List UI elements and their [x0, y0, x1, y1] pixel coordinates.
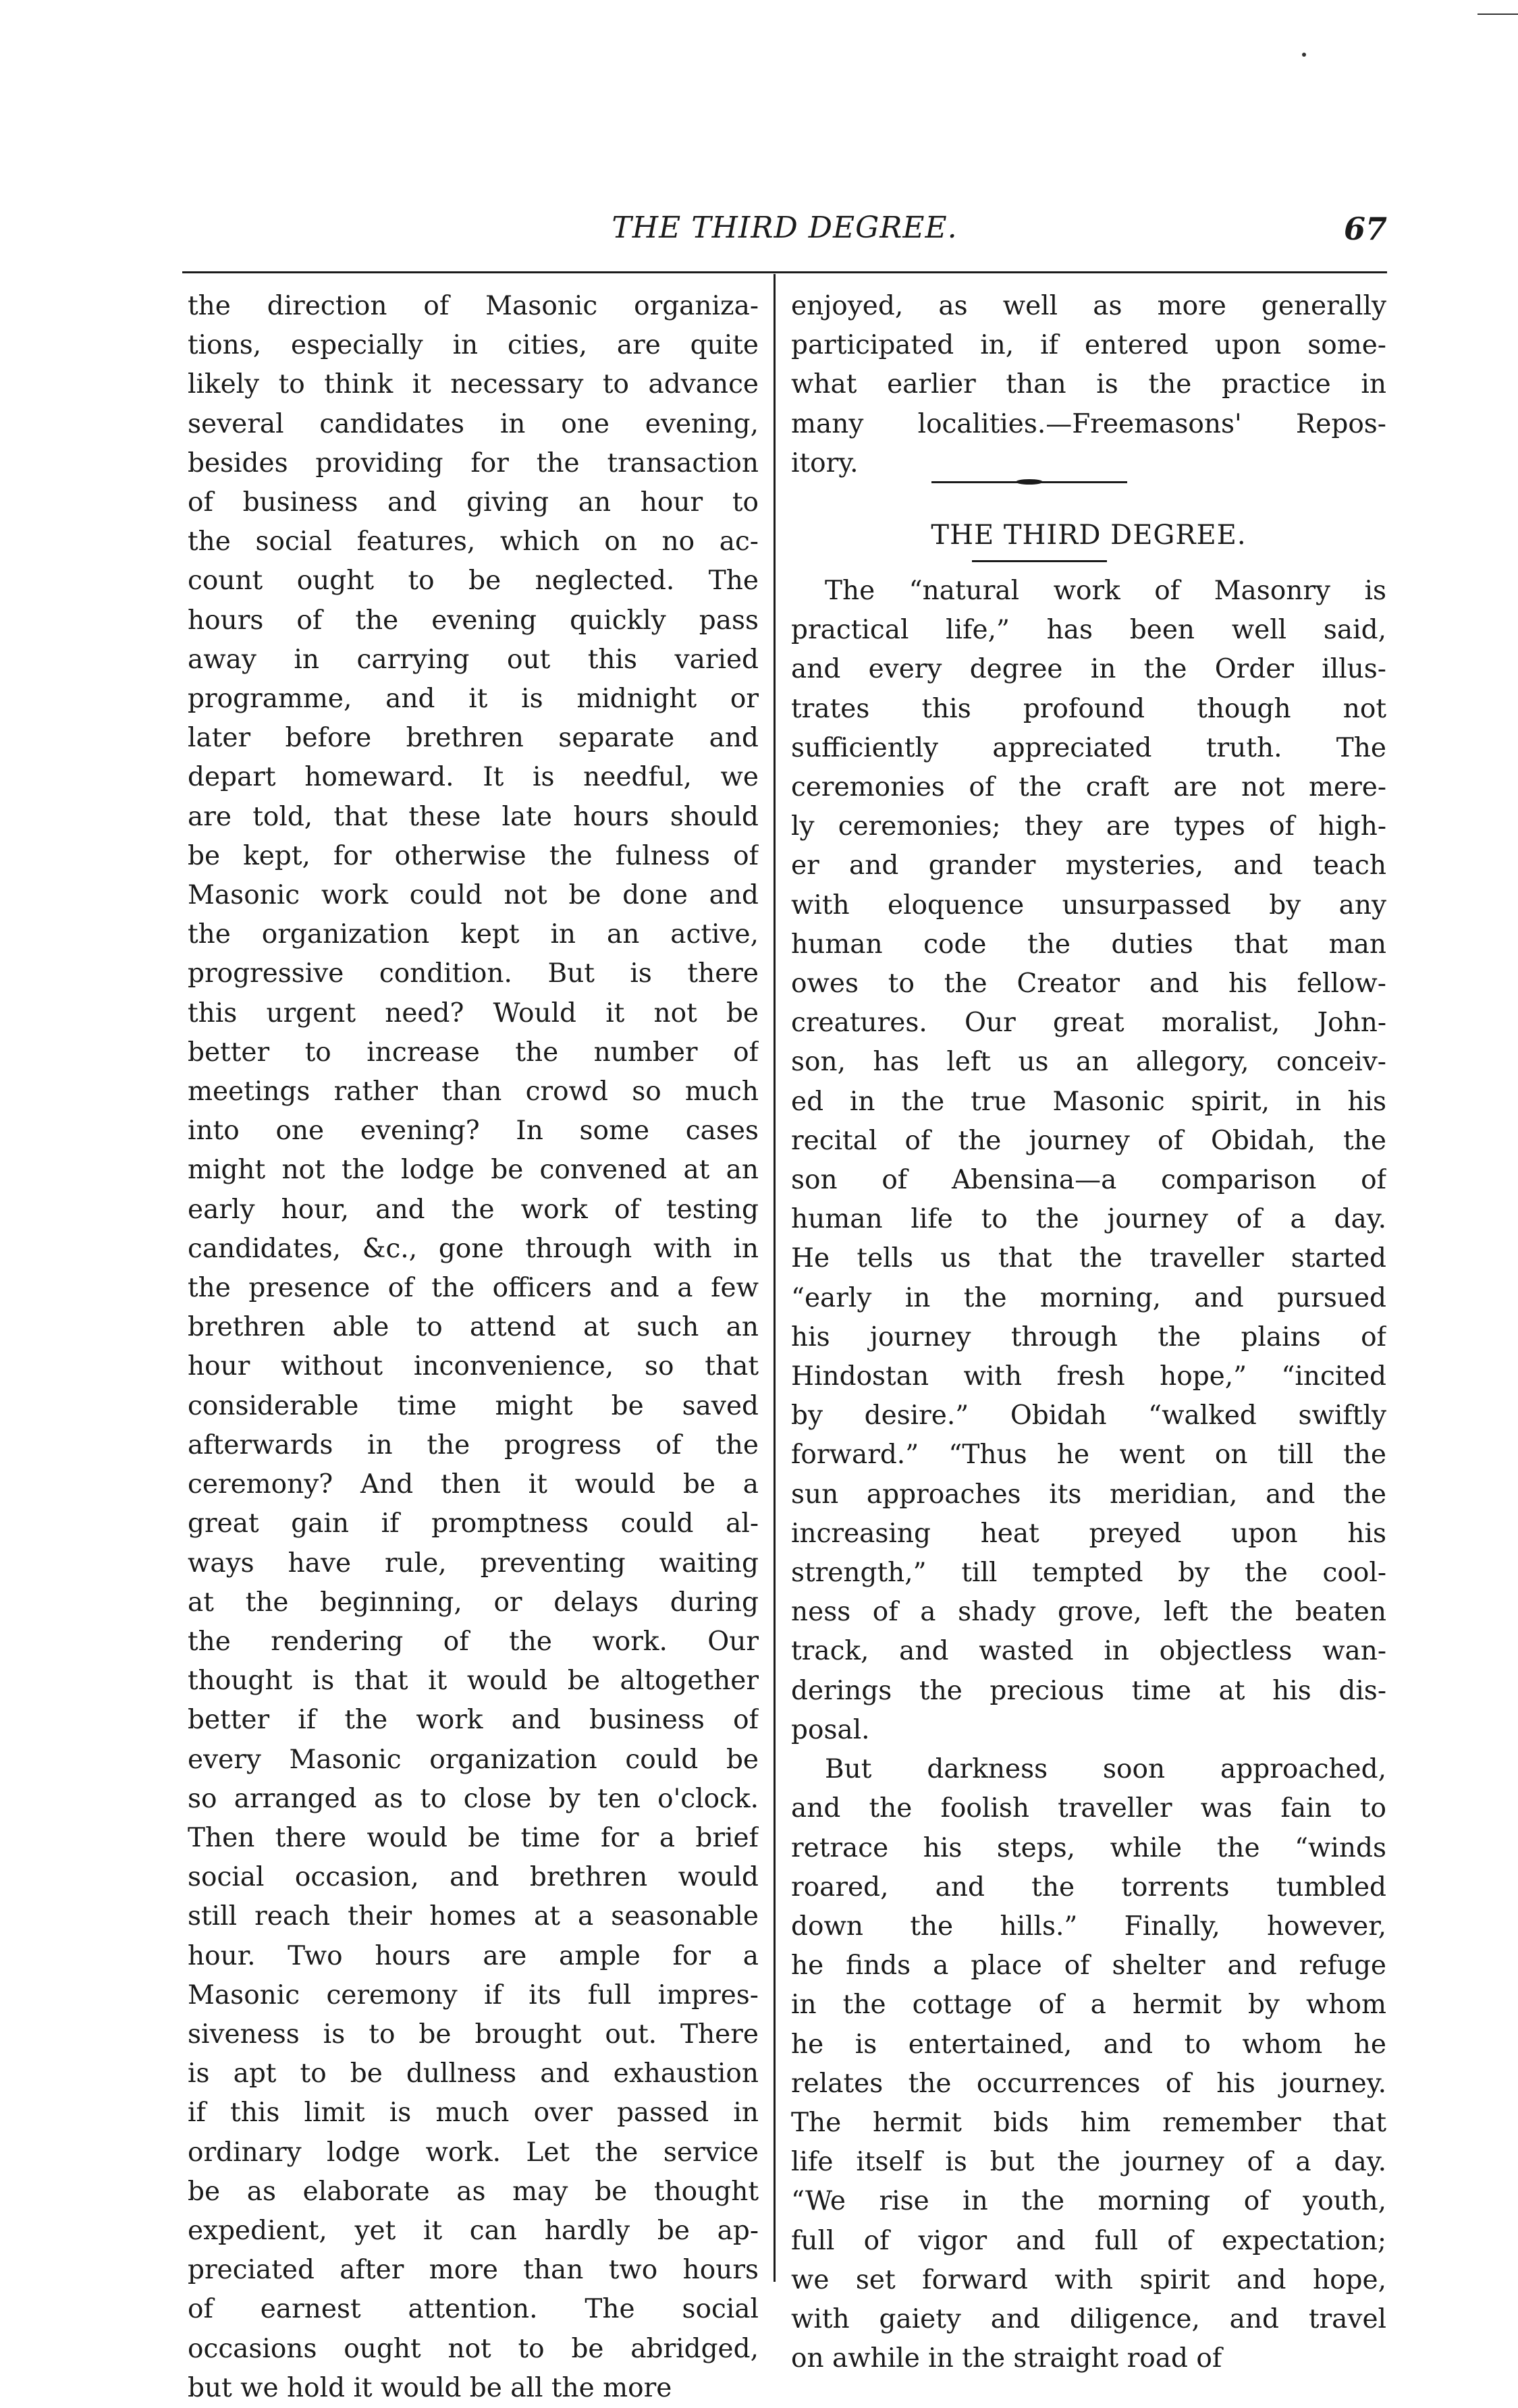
text-line: but we hold it would be all the more: [188, 2372, 672, 2403]
text-line: hour without inconvenience, so that: [188, 1351, 759, 1382]
text-line: the social features, which on no ac-: [188, 526, 759, 557]
text-line: meetings rather than crowd so much: [188, 1076, 759, 1107]
text-line: full of vigor and full of expectation;: [791, 2225, 1386, 2256]
text-line: many localities.—Freemasons' Repos-: [791, 408, 1386, 439]
text-line: hour. Two hours are ample for a: [188, 1940, 759, 1971]
text-line: down the hills.” Finally, however,: [791, 1911, 1386, 1942]
text-line: the presence of the officers and a few: [188, 1273, 759, 1304]
text-line: ness of a shady grove, left the beaten: [791, 1597, 1386, 1628]
text-line: social occasion, and brethren would: [188, 1862, 759, 1893]
running-header: [182, 211, 1387, 258]
text-line: at the beginning, or delays during: [188, 1587, 759, 1618]
text-line: strength,” till tempted by the cool-: [791, 1558, 1386, 1589]
text-line: life itself is but the journey of a day.: [791, 2147, 1386, 2178]
text-line: human life to the journey of a day.: [791, 1204, 1386, 1235]
text-line: with gaiety and diligence, and travel: [791, 2303, 1386, 2334]
text-line: this urgent need? Would it not be: [188, 997, 759, 1029]
text-line: The hermit bids him remember that: [791, 2107, 1386, 2138]
text-line: derings the precious time at his dis-: [791, 1675, 1386, 1706]
text-line: relates the occurrences of his journey.: [791, 2068, 1386, 2099]
text-line: er and grander mysteries, and teach: [791, 850, 1386, 881]
text-line: brethren able to attend at such an: [188, 1312, 759, 1343]
section-ornament-rule: [931, 481, 1127, 483]
text-line: human code the duties that man: [791, 929, 1386, 960]
text-line: posal.: [791, 1714, 870, 1745]
text-line: trates this profound though not: [791, 693, 1386, 724]
header-rule: [182, 271, 1387, 273]
text-line: ed in the true Masonic spirit, in his: [791, 1086, 1386, 1117]
text-line: afterwards in the progress of the: [188, 1429, 759, 1460]
text-line: candidates, &c., gone through with in: [188, 1233, 759, 1264]
text-line: away in carrying out this varied: [188, 644, 759, 675]
text-line: programme, and it is midnight or: [188, 684, 759, 715]
text-line: the organization kept in an active,: [188, 919, 759, 950]
text-line: we set forward with spirit and hope,: [791, 2264, 1386, 2295]
text-line: better to increase the number of: [188, 1037, 759, 1068]
text-line: still reach their homes at a seasonable: [188, 1901, 759, 1932]
text-line: every Masonic organization could be: [188, 1744, 759, 1775]
text-line: ly ceremonies; they are types of high-: [791, 811, 1386, 842]
running-title: THE THIRD DEGREE.: [612, 211, 958, 245]
text-line: increasing heat preyed upon his: [791, 1518, 1386, 1549]
text-line: by desire.” Obidah “walked swiftly: [791, 1400, 1386, 1431]
text-line: occasions ought not to be abridged,: [188, 2333, 759, 2364]
left-column: [188, 287, 759, 2408]
text-line: depart homeward. It is needful, we: [188, 762, 759, 793]
text-line: owes to the Creator and his fellow-: [791, 968, 1386, 1000]
section-heading: THE THIRD DEGREE.: [931, 520, 1247, 551]
text-line: in the cottage of a hermit by whom: [791, 1990, 1386, 2021]
text-line: ways have rule, preventing waiting: [188, 1548, 759, 1579]
text-line: if this limit is much over passed in: [188, 2098, 759, 2129]
text-line: ordinary lodge work. Let the service: [188, 2137, 759, 2168]
text-line: sufficiently appreciated truth. The: [791, 732, 1386, 763]
text-line: early hour, and the work of testing: [188, 1194, 759, 1225]
heading-underline: [972, 560, 1107, 562]
text-line: and every degree in the Order illus-: [791, 654, 1386, 685]
text-line: creatures. Our great moralist, John-: [791, 1008, 1386, 1039]
text-line: recital of the journey of Obidah, the: [791, 1125, 1386, 1156]
text-line: sun approaches its meridian, and the: [791, 1479, 1386, 1510]
text-line: what earlier than is the practice in: [791, 369, 1386, 400]
text-line: “early in the morning, and pursued: [791, 1282, 1386, 1313]
text-line: his journey through the plains of: [791, 1321, 1386, 1352]
text-line: “We rise in the morning of youth,: [791, 2186, 1386, 2217]
text-line: thought is that it would be altogether: [188, 1666, 759, 1697]
right-column-continuation: [791, 287, 1386, 483]
text-line: track, and wasted in objectless wan-: [791, 1636, 1386, 1667]
text-line: hours of the evening quickly pass: [188, 605, 759, 636]
text-line: he finds a place of shelter and refuge: [791, 1950, 1386, 1981]
print-speck: [1478, 13, 1518, 15]
text-line: He tells us that the traveller started: [791, 1243, 1386, 1274]
text-line: besides providing for the transaction: [188, 447, 759, 478]
text-line: Masonic work could not be done and: [188, 880, 759, 911]
text-line: later before brethren separate and: [188, 723, 759, 754]
text-line: of earnest attention. The social: [188, 2294, 759, 2325]
right-column-body: [791, 572, 1386, 2378]
text-line: considerable time might be saved: [188, 1390, 759, 1421]
text-line: progressive condition. But is there: [188, 958, 759, 989]
text-line: siveness is to be brought out. There: [188, 2019, 759, 2050]
text-line: ceremony? And then it would be a: [188, 1469, 759, 1500]
text-line: the direction of Masonic organiza-: [188, 291, 759, 321]
text-line: expedient, yet it can hardly be ap-: [188, 2215, 759, 2246]
text-line: into one evening? In some cases: [188, 1116, 759, 1147]
text-line: But darkness soon approached,: [825, 1754, 1386, 1785]
text-line: be as elaborate as may be thought: [188, 2176, 759, 2207]
text-line: preciated after more than two hours: [188, 2255, 759, 2286]
text-line: practical life,” has been well said,: [791, 615, 1386, 646]
text-line: and the foolish traveller was fain to: [791, 1793, 1386, 1824]
text-line: be kept, for otherwise the fulness of: [188, 840, 759, 871]
text-line: of business and giving an hour to: [188, 487, 759, 518]
text-line: Masonic ceremony if its full impres-: [188, 1979, 759, 2010]
column-divider: [774, 274, 776, 2282]
text-line: are told, that these late hours should: [188, 801, 759, 832]
text-line: The “natural work of Masonry is: [825, 576, 1386, 606]
text-line: the rendering of the work. Our: [188, 1626, 759, 1657]
text-line: better if the work and business of: [188, 1705, 759, 1736]
text-line: Hindostan with fresh hope,” “incited: [791, 1361, 1386, 1392]
text-line: Then there would be time for a brief: [188, 1822, 759, 1853]
text-line: with eloquence unsurpassed by any: [791, 890, 1386, 921]
text-line: participated in, if entered upon some-: [791, 330, 1386, 361]
text-line: count ought to be neglected. The: [188, 566, 759, 597]
text-line: ceremonies of the craft are not mere-: [791, 772, 1386, 803]
text-line: son, has left us an allegory, conceiv-: [791, 1047, 1386, 1078]
print-speck: [1302, 53, 1306, 57]
text-line: might not the lodge be convened at an: [188, 1155, 759, 1186]
text-line: tions, especially in cities, are quite: [188, 330, 759, 361]
page-number: 67: [1343, 211, 1387, 247]
text-line: likely to think it necessary to advance: [188, 369, 759, 400]
text-line: he is entertained, and to whom he: [791, 2029, 1386, 2060]
text-line: is apt to be dullness and exhaustion: [188, 2058, 759, 2089]
text-line: son of Abensina—a comparison of: [791, 1165, 1386, 1196]
text-line: forward.” “Thus he went on till the: [791, 1440, 1386, 1471]
text-line: several candidates in one evening,: [188, 408, 759, 439]
text-line: so arranged as to close by ten o'clock.: [188, 1783, 759, 1814]
text-line: enjoyed, as well as more generally: [791, 291, 1386, 321]
text-line: retrace his steps, while the “winds: [791, 1832, 1386, 1863]
text-line: on awhile in the straight road of: [791, 2343, 1222, 2374]
text-line: roared, and the torrents tumbled: [791, 1871, 1386, 1903]
text-line: great gain if promptness could al-: [188, 1508, 759, 1539]
text-line: itory.: [791, 447, 859, 478]
